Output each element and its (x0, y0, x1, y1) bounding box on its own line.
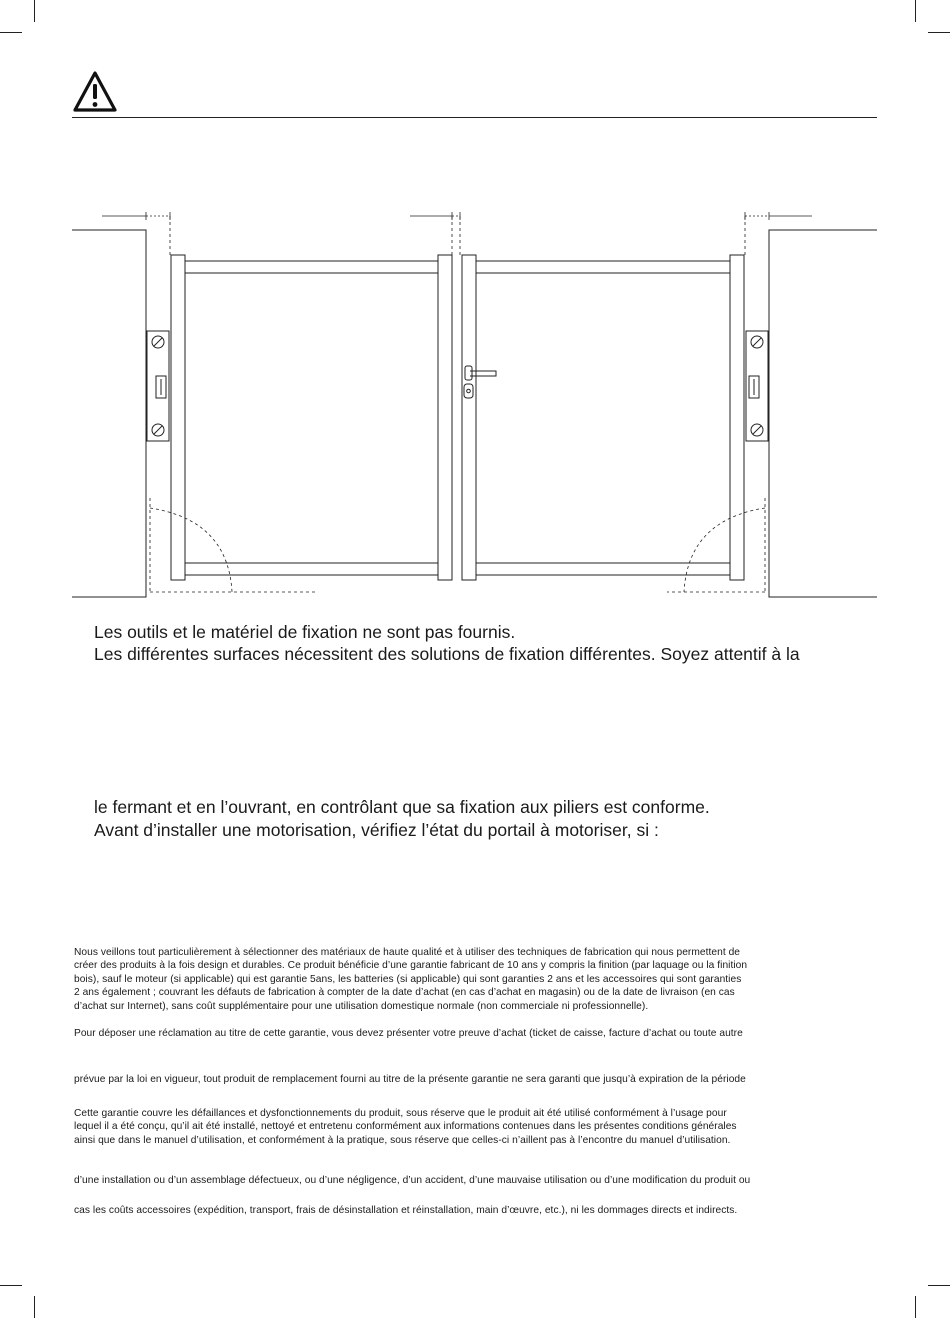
crop-mark (915, 1296, 916, 1318)
guide-lines (150, 216, 765, 592)
text-line: d’achat sur Internet), sans coût supplémentaire pour une utilisation domestique normale (non commerciale ni professionnelle). (74, 1000, 649, 1012)
crop-mark (34, 0, 35, 22)
intro-line-2: Les différentes surfaces nécessitent des solutions de fixation différentes. Soyez attentif à la (94, 644, 800, 664)
warranty-paragraph-6 (74, 1204, 874, 1217)
header-rule (72, 117, 877, 118)
warranty-paragraph-1 (74, 946, 874, 1013)
text-line: 2 ans également ; couvrant les défauts de fabrication à compter de la date d’achat (en cas d’achat en magasin) ou de la date de livraison (en cas (74, 987, 735, 999)
intro-line-4: Avant d’installer une motorisation, vérifiez l’état du portail à motoriser, si : (94, 820, 659, 840)
crop-mark (928, 1285, 950, 1286)
text-line: lequel il a été conçu, qu’il ait été installé, nettoyé et entretenu conformément aux informations contenues dans les présentes conditions générales (74, 1121, 737, 1133)
text-line: prévue par la loi en vigueur, tout produit de remplacement fourni au titre de la présente garantie ne sera garanti que jusqu’à expiration de la période (74, 1074, 746, 1085)
left-pillar (72, 230, 146, 597)
text-line: bois), sauf le moteur (si applicable) qui est garantie 5ans, les batteries (si applicable) qui sont garanties 2 ans et les accessoires qui sont garanties (74, 973, 742, 985)
left-gate-leaf (171, 255, 452, 580)
warning-triangle-icon (72, 70, 118, 114)
text-line: Nous veillons tout particulièrement à sélectionner des matériaux de haute qualité et à utiliser des techniques de fabrication qui nous permettent de (74, 947, 741, 958)
text-line: cas les coûts accessoires (expédition, transport, frais de désinstallation et réinstallation, main d’œuvre, etc.), ni les dommages directs et indirects. (74, 1205, 738, 1216)
right-gate-leaf (462, 255, 744, 580)
right-hinge (746, 331, 768, 441)
crop-mark (915, 0, 916, 22)
crop-mark (0, 32, 22, 33)
warranty-paragraph-2 (74, 1027, 874, 1040)
warranty-paragraph-4 (74, 1107, 874, 1147)
swing-arcs (150, 508, 765, 592)
crop-mark (34, 1296, 35, 1318)
text-line: Pour déposer une réclamation au titre de cette garantie, vous devez présenter votre preuve d’achat (ticket de caisse, facture d’achat ou toute autre (74, 1028, 743, 1039)
gate-diagram (0, 200, 950, 610)
right-pillar (769, 230, 877, 597)
door-handle (464, 366, 496, 398)
intro-line-1: Les outils et le matériel de fixation ne sont pas fournis. (94, 622, 516, 642)
intro-line-3: le fermant et en l’ouvrant, en contrôlant que sa fixation aux piliers est conforme. (94, 797, 710, 817)
crop-mark (928, 32, 950, 33)
dimension-marks (102, 212, 812, 220)
warranty-paragraph-5 (74, 1174, 874, 1187)
text-line: d’une installation ou d’un assemblage défectueux, ou d’une négligence, d’un accident, d’une mauvaise utilisation ou d’une modification du produit ou (74, 1175, 751, 1186)
text-line: créer des produits à la fois design et durables. Ce produit bénéficie d’une garantie fabricant de 10 ans y compris la finition (par laquage ou la finition (74, 960, 748, 972)
warranty-paragraph-3 (74, 1073, 874, 1086)
text-line: ainsi que dans le manuel d’utilisation, et conformément à la pratique, sous réserve que celles-ci n’aillent pas à l’encontre du manuel d’utilisation. (74, 1134, 731, 1146)
text-line: Cette garantie couvre les défaillances et dysfonctionnements du produit, sous réserve que le produit ait été utilisé conformément à l’usage pour (74, 1108, 727, 1119)
left-hinge (147, 331, 169, 441)
crop-mark (0, 1285, 22, 1286)
